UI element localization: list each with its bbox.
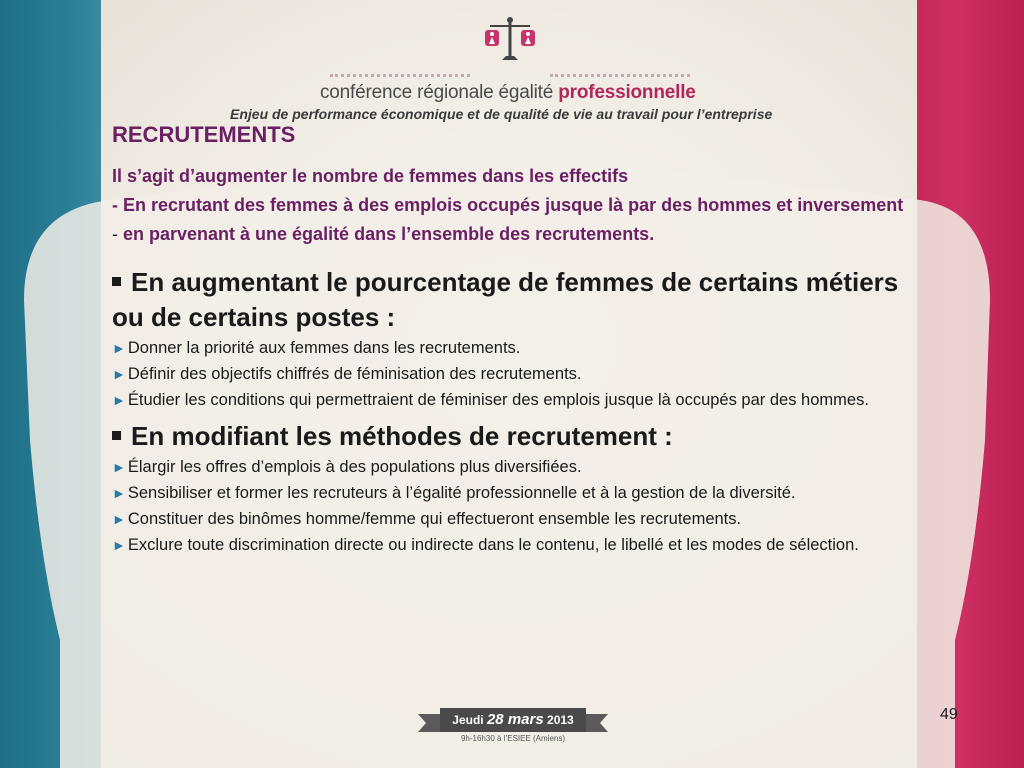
arrow-right-icon: ►	[112, 392, 126, 408]
slide-content	[112, 122, 922, 558]
banner-location: 9h-16h30 à l’ESIEE (Amiens)	[460, 734, 566, 743]
section-heading-2: En modifiant les méthodes de recrutement :	[112, 419, 922, 454]
list-item: ► Définir des objectifs chiffrés de féminisation des recrutements.	[112, 365, 582, 383]
section-heading-1: En augmentant le pourcentage de femmes de certains métiers ou de certains postes :	[112, 267, 899, 332]
list-item: ► Étudier les conditions qui permettraient de féminiser des emplois jusque là occupés par des hommes.	[112, 391, 869, 409]
list-item: ► Exclure toute discrimination directe ou indirecte dans le contenu, le libellé et les modes de sélection.	[112, 536, 859, 554]
list-item: ► Donner la priorité aux femmes dans les recrutements.	[112, 339, 521, 357]
conference-subtitle: Enjeu de performance économique et de qualité de vie au travail pour l’entreprise	[230, 106, 773, 122]
intro-line-2: - En recrutant des femmes à des emplois occupés jusque là par des hommes et inversement	[112, 195, 904, 215]
bullet-square-icon	[112, 431, 121, 440]
header-dotted-line-right	[550, 74, 690, 77]
conference-title: conférence régionale égalité professionnelle	[320, 82, 696, 103]
list-item: ► Sensibiliser et former les recruteurs à l’égalité professionnelle et à la gestion de la diversité.	[112, 484, 796, 502]
arrow-right-icon: ►	[112, 511, 126, 527]
intro-line-3: - en parvenant à une égalité dans l’ensemble des recrutements.	[112, 224, 655, 244]
arrow-right-icon: ►	[112, 485, 126, 501]
page-number: 49	[940, 706, 958, 723]
intro-line-1: Il s’agit d’augmenter le nombre de femmes dans les effectifs	[112, 166, 629, 186]
arrow-right-icon: ►	[112, 340, 126, 356]
date-banner	[418, 708, 608, 744]
scale-logo-icon	[482, 14, 538, 66]
bullet-square-icon	[112, 277, 121, 286]
list-item: ► Constituer des binômes homme/femme qui effectueront ensemble les recrutements.	[112, 510, 742, 528]
slide-title: RECRUTEMENTS	[112, 122, 296, 147]
header-dotted-line-left	[330, 74, 470, 77]
arrow-right-icon: ►	[112, 459, 126, 475]
banner-date: Jeudi 28 mars 2013	[440, 708, 586, 732]
header-logo	[220, 14, 820, 122]
arrow-right-icon: ►	[112, 366, 126, 382]
arrow-right-icon: ►	[112, 537, 126, 553]
list-item: ► Élargir les offres d’emplois à des populations plus diversifiées.	[112, 458, 582, 476]
